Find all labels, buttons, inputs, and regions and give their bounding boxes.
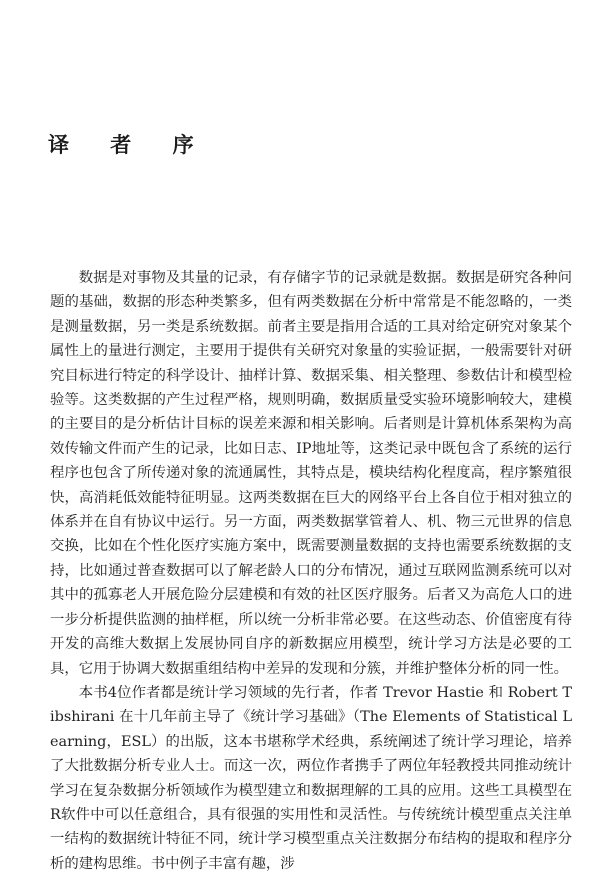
paragraph-1: 数据是对事物及其量的记录，有存储字节的记录就是数据。数据是研究各种问题的基础，数据的形态种类繁多，但有两类数据在分析中常常是不能忽略的，一类是测量数据，另一类是系统数据。前者主要是指用合适的工具对给定研究对象某个属性上的量进行测定，主要用于提供有关研究对象量的实验证据，一般需要针对研究目标进行特定的科学设计、抽样计算、数据采集、相关整理、参数估计和模型检验等。这类数据的产生过程严格，规则明确，数据质量受实验环境影响较大，建模的主要目的是分析估计目标的误差来源和相关影响。后者则是计算机体系架构为高效传输文件而产生的记录，比如日志、IP地址等，这类记录中既包含了系统的运行程序也包含了所传递对象的流通属性，其特点是，模块结构化程度高，程序繁殖很快，高消耗低效能特征明显。这两类数据在巨大的网络平台上各自位于相对独立的体系并在自有协议中运行。另一方面，两类数据掌管着人、机、物三元世界的信息交换，比如在个性化医疗实施方案中，既需要测量数据的支持也需要系统数据的支持，比如通过普查数据可以了解老龄人口的分布情况，通过互联网监测系统可以对其中的孤寡老人开展危险分层建模和有效的社区医疗服务。后者又为高危人口的进一步分析提供监测的抽样框，所以统一分析非常必要。在这些动态、价值密度有待开发的高维大数据上发展协同自序的新数据应用模型，统计学习方法是必要的工具，它用于协调大数据重组结构中差异的发现和分簇，并维护整体分析的同一性。 [50, 270, 572, 677]
paragraph-2: 本书4位作者都是统计学习领域的先行者，作者 Trevor Hastie 和 Robert Tibshirani 在十几年前主导了《统计学习基础》（The Elements of Statistical Learning，ESL）的出版，这本书堪称学术经典，系统阐述了统计学习理论，培养了大批数据分析专业人士。而这一次，两位作者携手了两位年轻教授共同推动统计学习在复杂数据分析领域作为模型建立和数据理解的工具的应用。这些工具模型在R软件中可以任意组合，具有很强的实用性和灵活性。与传统统计模型重点关注单一结构的数据统计特征不同，统计学习模型重点关注数据分布结构的提取和程序分析的建构思维。书中例子丰富有趣，涉 [50, 684, 572, 872]
page-title: 译 者 序 [48, 132, 211, 157]
body-text [50, 266, 572, 876]
